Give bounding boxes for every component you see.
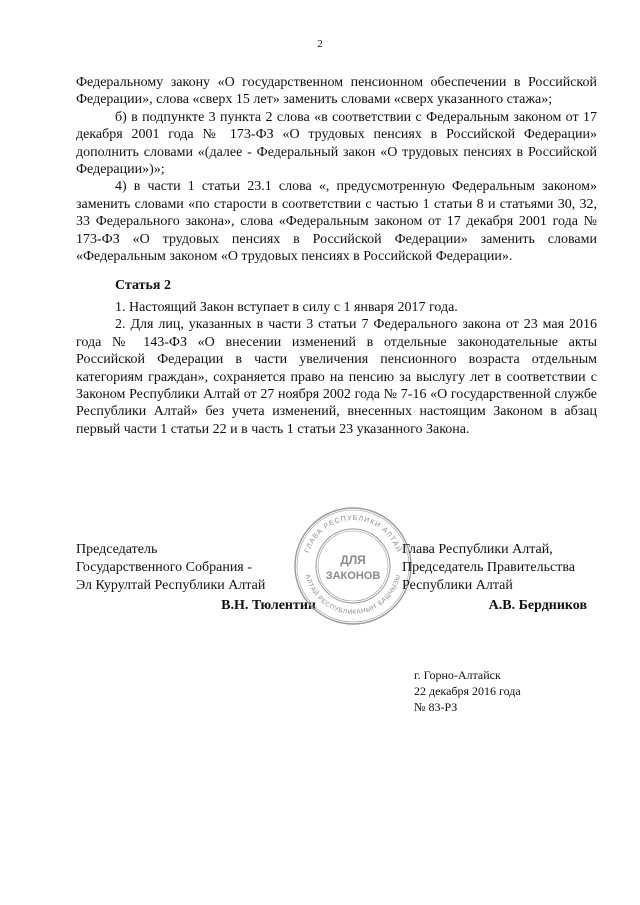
signature-right-title-line: Глава Республики Алтай, bbox=[402, 542, 553, 557]
article-title: Статья 2 bbox=[115, 278, 171, 294]
signature-left bbox=[76, 541, 316, 615]
signature-right-title-line: Председатель Правительства bbox=[402, 560, 575, 575]
place-date-block bbox=[414, 667, 521, 715]
stamp-ring-bottom: АЛТАЙ РЕСПУБЛИКАНЫҤ БАШЧЫЗЫ bbox=[303, 573, 403, 617]
article-paragraph-2: 2. Для лиц, указанных в части 3 статьи 7 Федерального закона от 23 мая 2016 года № 143-ФЗ «О внесении изменений в отдельные законодательные акты Российской Федерации в части увеличения пенсионного возраста отдельным категориям граждан», сохраняется право на пенсию за выслугу лет в соответствии с Законом Республики Алтай от 27 ноября 2002 года № 7-16 «О государственной службе Республики Алтай» без учета изменений, внесенных настоящим Законом в абзац первый части 1 статьи 22 и в часть 1 статьи 23 указанного Закона. bbox=[76, 317, 597, 437]
page-number: 2 bbox=[317, 38, 323, 50]
paragraph-2: б) в подпункте 3 пункта 2 слова «в соответствии с Федеральным законом от 17 декабря 2001 года № 173-ФЗ «О трудовых пенсиях в Российской Федерации» дополнить словами «(далее - Федеральный закон «О трудовых пенсиях в Российской Федерации»)»; bbox=[76, 109, 597, 178]
signature-left-name: В.Н. Тюлентин bbox=[221, 598, 316, 613]
document-body bbox=[76, 74, 597, 438]
paragraph-1: Федеральному закону «О государственном пенсионном обеспечении в Российской Федерации», слова «сверх 15 лет» заменить словами «сверх указанного стажа»; bbox=[76, 75, 597, 108]
signature-left-title-line: Председатель bbox=[76, 542, 158, 557]
signature-right-title-line: Республики Алтай bbox=[402, 578, 513, 593]
signature-right-name: А.В. Бердников bbox=[488, 598, 587, 613]
document-number: № 83-РЗ bbox=[414, 700, 458, 714]
stamp-ring-top: ГЛАВА РЕСПУБЛИКИ АЛТАЙ bbox=[304, 514, 402, 554]
stamp-center-top: ДЛЯ bbox=[340, 553, 366, 567]
official-stamp bbox=[291, 504, 415, 628]
document-date: 22 декабря 2016 года bbox=[414, 684, 521, 698]
signature-left-title-line: Эл Курултай Республики Алтай bbox=[76, 578, 266, 593]
article-paragraph-1: 1. Настоящий Закон вступает в силу с 1 января 2017 года. bbox=[115, 299, 458, 315]
signature-left-title-line: Государственного Собрания - bbox=[76, 560, 252, 575]
stamp-center-bottom: ЗАКОНОВ bbox=[325, 570, 381, 582]
signature-right bbox=[402, 541, 602, 615]
place-city: г. Горно-Алтайск bbox=[414, 668, 501, 682]
paragraph-3: 4) в части 1 статьи 23.1 слова «, предусмотренную Федеральным законом» заменить словами «по старости в соответствии с частью 1 статьи 8 и статьями 30, 32, 33 Федерального закона», слова «Федеральным законом от 17 декабря 2001 года № 173-ФЗ «О трудовых пенсиях в Российской Федерации» заменить словами «Федеральным законом «О трудовых пенсиях в Российской Федерации». bbox=[76, 179, 597, 265]
